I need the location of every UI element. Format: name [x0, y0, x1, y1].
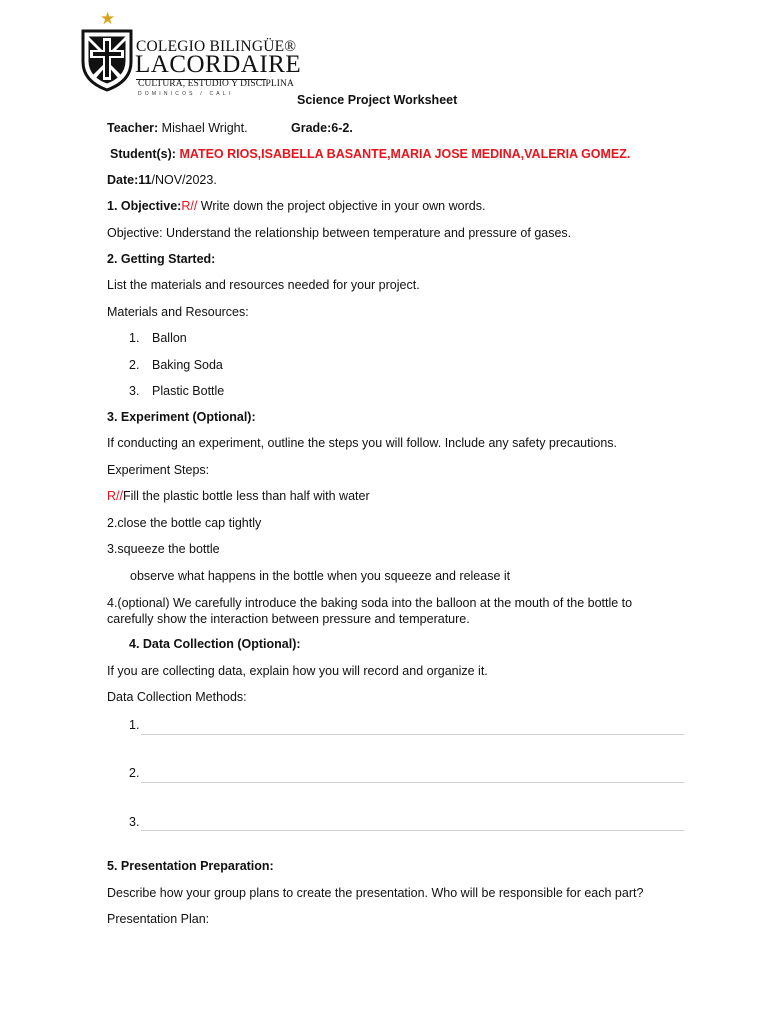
step-marker: R//: [107, 489, 123, 503]
page-title: Science Project Worksheet: [297, 93, 458, 107]
teacher-label: Teacher:: [107, 121, 159, 135]
experiment-heading: 3. Experiment (Optional):: [107, 410, 256, 424]
experiment-step-3-note: observe what happens in the bottle when you squeeze and release it: [130, 569, 511, 583]
experiment-step-1: [107, 489, 370, 504]
method-number: 1.: [129, 718, 140, 732]
objective-answer: Objective: Understand the relationship between temperature and pressure of gases.: [107, 226, 572, 240]
experiment-step-2: 2.close the bottle cap tightly: [107, 516, 262, 530]
method-number: 2.: [129, 766, 140, 780]
getting-started-heading: 2. Getting Started:: [107, 252, 216, 266]
students-line: [110, 147, 630, 162]
data-collection-prompt: If you are collecting data, explain how you will record and organize it.: [107, 664, 488, 678]
school-name-line1: COLEGIO BILINGÜE®: [136, 38, 297, 55]
data-collection-methods-label: Data Collection Methods:: [107, 690, 247, 704]
method-number: 3.: [129, 815, 140, 829]
material-item: [129, 384, 139, 399]
material-number: 1.: [129, 331, 140, 345]
material-text: Plastic Bottle: [152, 384, 225, 398]
school-motto: CULTURA, ESTUDIO Y DISCIPLINA: [138, 79, 294, 89]
materials-prompt: List the materials and resources needed for your project.: [107, 278, 420, 292]
objective-marker: R//: [181, 199, 198, 213]
school-logo: [78, 9, 302, 100]
teacher-line: [107, 121, 248, 136]
step-1-text: Fill the plastic bottle less than half with water: [122, 489, 370, 503]
experiment-steps-label: Experiment Steps:: [107, 463, 210, 477]
students-value: MATEO RIOS,ISABELLA BASANTE,MARIA JOSE MEDINA,VALERIA GOMEZ.: [175, 147, 631, 161]
date-label: Date:11: [107, 173, 152, 187]
presentation-heading: 5. Presentation Preparation:: [107, 859, 274, 873]
material-text: Ballon: [152, 331, 187, 345]
material-number: 3.: [129, 384, 140, 398]
school-place: DOMINICOS / CALI: [138, 91, 234, 97]
experiment-step-3: 3.squeeze the bottle: [107, 542, 220, 556]
star-icon: ★: [100, 9, 116, 28]
materials-label: Materials and Resources:: [107, 305, 249, 319]
method-answer-line[interactable]: [141, 734, 684, 735]
experiment-step-4: 4.(optional) We carefully introduce the baking soda into the balloon at the mouth of the bottle to carefully show the interaction between pressure and temperature.: [107, 596, 633, 626]
experiment-prompt: If conducting an experiment, outline the steps you will follow. Include any safety precautions.: [107, 436, 618, 450]
objective-prompt: Write down the project objective in your own words.: [197, 199, 486, 213]
material-item: [129, 331, 139, 346]
date-line: [107, 173, 217, 188]
school-name-line2: LACORDAIRE: [135, 51, 302, 78]
material-text: Baking Soda: [152, 358, 223, 372]
students-label: Student(s):: [110, 147, 176, 161]
material-number: 2.: [129, 358, 140, 372]
shield-crest-icon: [80, 28, 134, 92]
method-answer-line[interactable]: [141, 782, 684, 783]
data-collection-heading: 4. Data Collection (Optional):: [129, 637, 301, 651]
objective-heading: 1. Objective:: [107, 199, 182, 213]
date-value: /NOV/2023.: [151, 173, 217, 187]
objective-line: [107, 199, 485, 214]
teacher-value: Mishael Wright.: [158, 121, 248, 135]
presentation-prompt: Describe how your group plans to create the presentation. Who will be responsible for each part?: [107, 886, 644, 900]
material-item: [129, 358, 139, 373]
method-answer-line[interactable]: [141, 830, 684, 831]
grade-label: Grade:6-2.: [291, 121, 353, 135]
presentation-plan-label: Presentation Plan:: [107, 912, 210, 926]
